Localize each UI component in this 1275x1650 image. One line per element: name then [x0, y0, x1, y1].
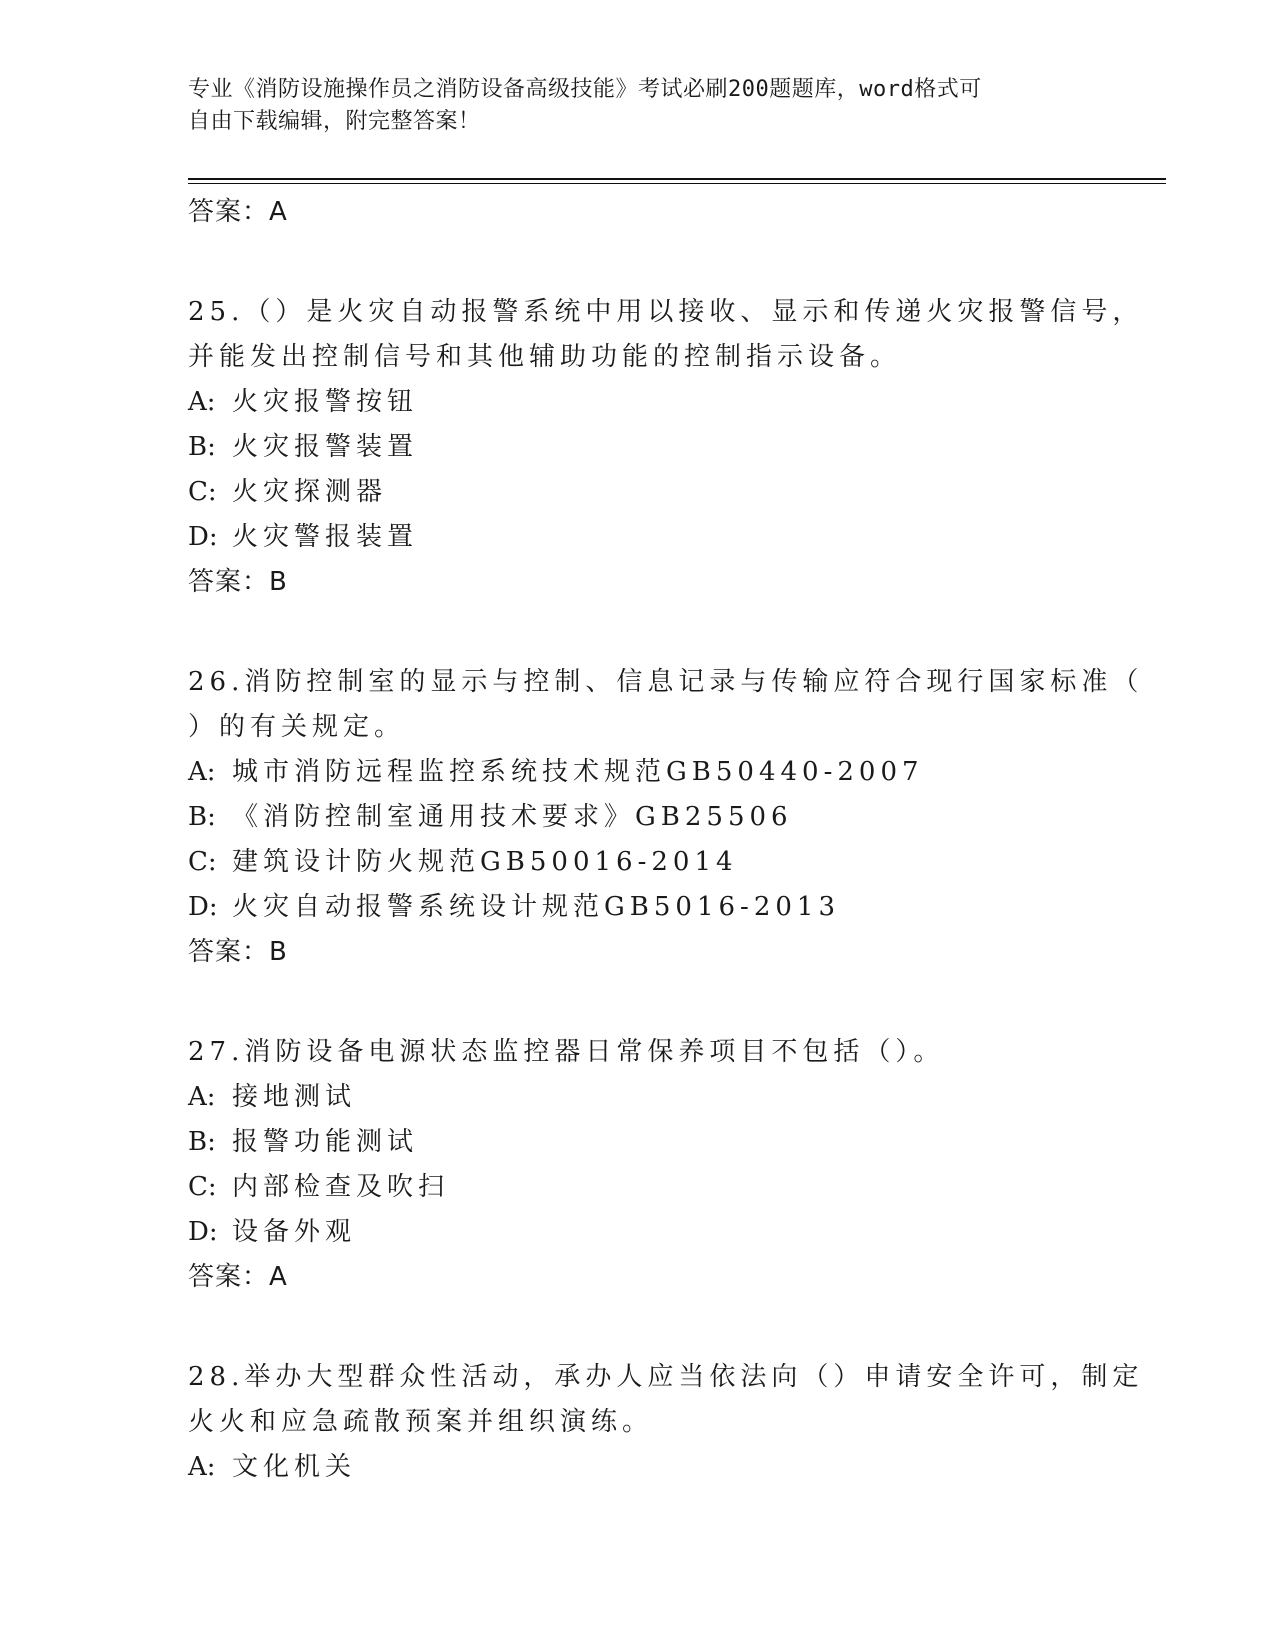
answer-line: 答案：B: [188, 937, 288, 967]
header-line-2: 自由下载编辑，附完整答案！: [188, 109, 481, 134]
option-text: 火灾警报装置: [232, 522, 419, 552]
option-text: 火灾探测器: [232, 477, 388, 507]
option-letter: A:: [188, 757, 216, 787]
header-divider-thick: [188, 178, 1166, 180]
option-text: 火灾报警装置: [232, 432, 419, 462]
option-c: [188, 1165, 1088, 1210]
header-line-1: 专业《消防设施操作员之消防设备高级技能》考试必刷200题题库，word格式可: [188, 77, 982, 102]
option-letter: B:: [188, 802, 216, 832]
option-a: [188, 1445, 1088, 1490]
answer-line: 答案：A: [188, 1262, 288, 1292]
question-text-line: 28.举办大型群众性活动，承办人应当依法向（）申请安全许可，制定: [188, 1362, 1144, 1392]
option-c: [188, 470, 1088, 515]
option-letter: A:: [188, 387, 216, 417]
question-text-line: 26.消防控制室的显示与控制、信息记录与传输应符合现行国家标准（: [188, 667, 1144, 697]
option-a: [188, 750, 1088, 795]
option-text: 建筑设计防火规范GB50016-2014: [232, 847, 738, 877]
option-text: 设备外观: [232, 1217, 357, 1247]
option-text: 文化机关: [232, 1452, 357, 1482]
option-letter: D:: [188, 1217, 218, 1247]
option-letter: B:: [188, 1127, 216, 1157]
question-text-line: ）的有关规定。: [188, 712, 406, 742]
option-letter: C:: [188, 477, 217, 507]
option-b: [188, 425, 1088, 470]
question-text-line: 火火和应急疏散预案并组织演练。: [188, 1407, 654, 1437]
question-text-line: 并能发出控制信号和其他辅助功能的控制指示设备。: [188, 342, 902, 372]
option-d: [188, 885, 1088, 930]
question-block: [188, 1355, 1144, 1490]
option-d: [188, 515, 1088, 560]
option-text: 火灾自动报警系统设计规范GB5016-2013: [232, 892, 840, 922]
answer-line: 答案：B: [188, 567, 288, 597]
header-divider-thin: [188, 183, 1166, 184]
option-text: 城市消防远程监控系统技术规范GB50440-2007: [232, 757, 924, 787]
answer-line: 答案：A: [188, 197, 288, 227]
question-block: [188, 660, 1144, 974]
option-letter: C:: [188, 1172, 217, 1202]
option-text: 内部检查及吹扫: [232, 1172, 450, 1202]
option-a: [188, 380, 1088, 425]
question-block: [188, 1030, 1088, 1299]
option-b: [188, 795, 1088, 840]
option-text: 火灾报警按钮: [232, 387, 419, 417]
option-text: 接地测试: [232, 1082, 357, 1112]
option-letter: D:: [188, 522, 218, 552]
option-letter: A:: [188, 1082, 216, 1112]
option-c: [188, 840, 1088, 885]
document-header: [188, 74, 1088, 138]
option-letter: B:: [188, 432, 216, 462]
option-b: [188, 1120, 1088, 1165]
option-letter: A:: [188, 1452, 216, 1482]
question-block: [188, 290, 1144, 604]
option-letter: C:: [188, 847, 217, 877]
option-letter: D:: [188, 892, 218, 922]
option-text: 报警功能测试: [232, 1127, 419, 1157]
question-text-line: 25.（）是火灾自动报警系统中用以接收、显示和传递火灾报警信号，: [188, 297, 1144, 327]
option-a: [188, 1075, 1088, 1120]
question-list: [188, 190, 1144, 1490]
option-d: [188, 1210, 1088, 1255]
option-text: 《消防控制室通用技术要求》GB25506: [232, 802, 793, 832]
question-text-line: 27.消防设备电源状态监控器日常保养项目不包括（）。: [188, 1037, 945, 1067]
